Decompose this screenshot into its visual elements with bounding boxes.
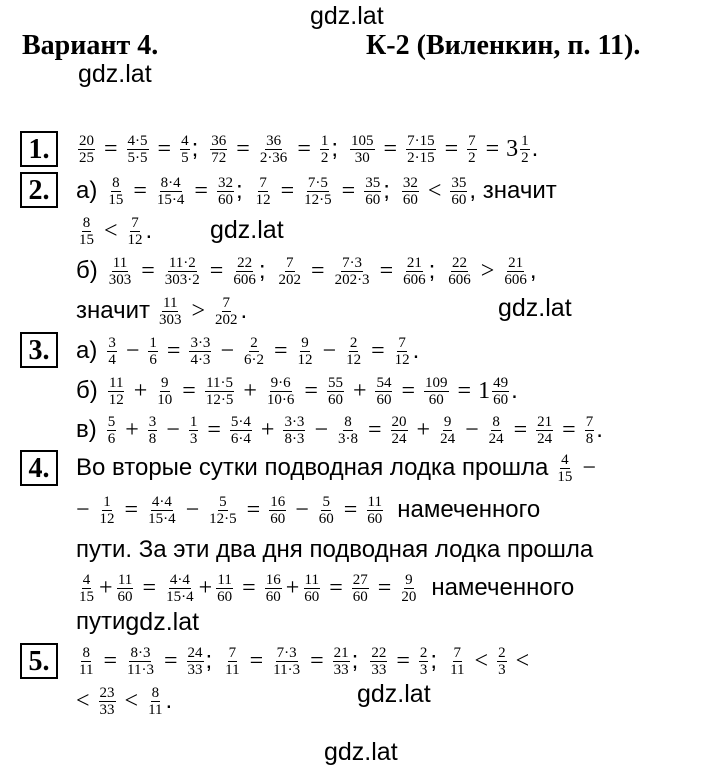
label-a: а): [76, 177, 98, 204]
label-v: в): [76, 416, 97, 443]
word-znachit: значит: [482, 177, 557, 204]
label-b: б): [76, 257, 98, 284]
variant-title: Вариант 4.: [22, 30, 159, 61]
problem-1-line: $\frac{20}{25}$ = $\frac{4\cdot 5}{5\cdot 5}$ = $\frac{4}{5}$ ; $\frac{36}{72}$ = $\frac{36}{2\cdot 36}$ = $\frac{1}{2}$ ; $\frac{105}{30}$ = $\frac{7\cdot 15}{2\cdot 15}$ = $\frac{7}{2}$ = 3 1 2 .: [79, 132, 539, 166]
watermark-p5: gdz.lat: [357, 680, 431, 708]
problem-2-line-2: 8 15 < 7 12 .: [79, 214, 153, 248]
problem-4-line-2: − $\frac{1}{12}$ = $\frac{4\cdot 4}{15\cdot 4}$ − $\frac{5}{12\cdot 5}$ = $\frac{16}{60}$ − $\frac{5}{60}$ = $\frac{11}{60}$ намеченного: [76, 493, 541, 527]
problem-4-line-4: 4 15 + $\frac{11}{60}$ = $\frac{4\cdot 4}{15\cdot 4}$ + $\frac{11}{60}$ = $\frac{16}{60}$ + $\frac{11}{60}$ = $\frac{27}{60}$ = $\frac{9}{20}$ намеченного: [79, 571, 575, 605]
watermark-top: gdz.lat: [310, 2, 384, 30]
problem-4-line-1: Во вторые сутки подводная лодка прошла 4 15 −: [76, 451, 596, 485]
watermark-p2b: gdz.lat: [498, 294, 572, 322]
problem-3-line-v: в) 5 6 + $\frac{3}{8}$ − $\frac{1}{3}$ = $\frac{5\cdot 4}{6\cdot 4}$ + $\frac{3\cdot 3}{8\cdot 3}$ − $\frac{8}{3\cdot 8}$ = $\frac{20}{24}$ + $\frac{9}{24}$ − $\frac{8}{24}$ = $\frac{21}{24}$ = $\frac{7}{8}$ .: [76, 413, 603, 447]
problem-number-1: 1.: [20, 131, 58, 167]
problem-5-line-1: $\frac{8}{11}$ = $\frac{8\cdot 3}{11\cdot 3}$ = $\frac{24}{33}$ ; $\frac{7}{11}$ = $\frac{7\cdot 3}{11\cdot 3}$ = $\frac{21}{33}$ ; $\frac{22}{33}$ = $\frac{2}{3}$ ; 7 11 < 2 3 <: [79, 644, 530, 678]
watermark-bottom: gdz.lat: [324, 738, 398, 766]
watermark-header: gdz.lat: [78, 60, 152, 88]
label-a-3: а): [76, 337, 98, 364]
p4-text-3: пути. За эти два дня подводная лодка прошла: [76, 536, 594, 563]
word-znachit-2: значит: [76, 297, 150, 324]
problem-2-line-3: б) $\frac{11}{303}$ = $\frac{11\cdot 2}{303\cdot 2}$ = $\frac{22}{606}$ ; $\frac{7}{202}$ = $\frac{7\cdot 3}{202\cdot 3}$ = $\frac{21}{606}$ ; 22 606 > 21 606 ,: [76, 254, 537, 288]
label-b-3: б): [76, 377, 98, 404]
word-nam-1: намеченного: [397, 496, 541, 523]
watermark-p4: gdz.lat: [125, 607, 200, 636]
p4-text-1: Во вторые сутки подводная лодка прошла: [76, 454, 549, 481]
problem-2-line-1: а) $\frac{8}{15}$ = $\frac{8\cdot 4}{15\cdot 4}$ = $\frac{32}{60}$ ; $\frac{7}{12}$ = $\frac{7\cdot 5}{12\cdot 5}$ = $\frac{35}{60}$ ; 32 60 < 35 60 , значит: [76, 174, 557, 208]
problem-3-line-a: а) 3 4 − $\frac{1}{6}$ = $\frac{3\cdot 3}{4\cdot 3}$ − $\frac{2}{6\cdot 2}$ = $\frac{9}{12}$ − $\frac{2}{12}$ = $\frac{7}{12}$ .: [76, 334, 420, 368]
problem-number-4: 4.: [20, 450, 58, 486]
problem-5-line-2: < 23 33 < 8 11 .: [76, 684, 173, 718]
problem-3-line-b: б) 11 12 + $\frac{9}{10}$ = $\frac{11\cdot 5}{12\cdot 5}$ + $\frac{9\cdot 6}{10\cdot 6}$ = $\frac{55}{60}$ + $\frac{54}{60}$ = $\frac{109}{60}$ = 1 49 60 .: [76, 374, 518, 408]
problem-number-3: 3.: [20, 332, 58, 368]
problem-4-line-5: [76, 600, 199, 644]
word-nam-2: намеченного: [431, 574, 575, 601]
watermark-p2: gdz.lat: [210, 216, 284, 244]
problem-number-2: 2.: [20, 172, 58, 208]
word-puti: пути: [76, 608, 126, 635]
problem-2-line-4: значит 11 303 > 7 202 .: [76, 294, 248, 328]
problem-number-5: 5.: [20, 643, 58, 679]
work-title: К-2 (Виленкин, п. 11).: [366, 30, 641, 61]
